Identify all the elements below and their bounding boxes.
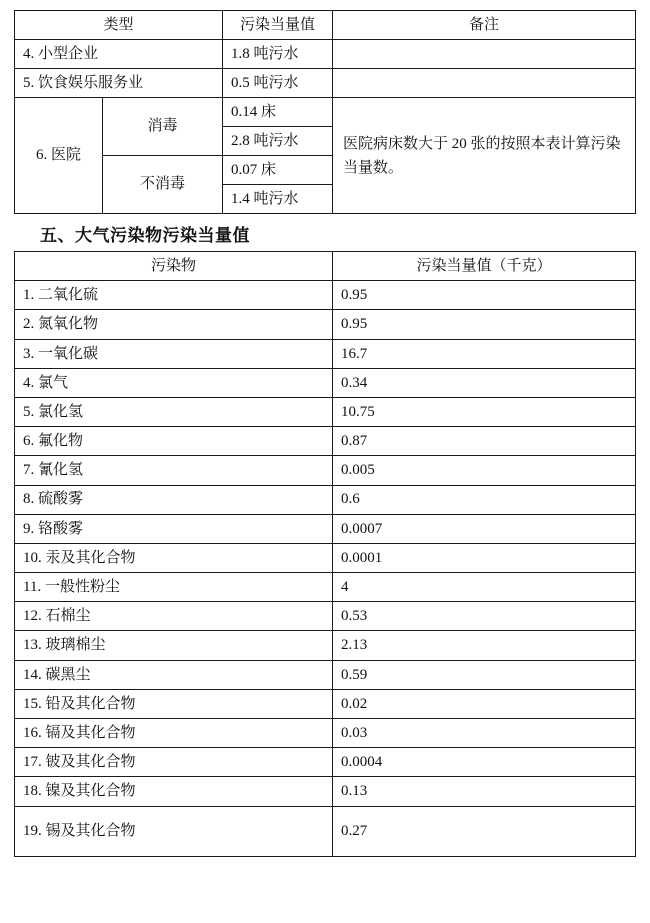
column-header-equivalent: 污染当量值（千克）: [333, 252, 636, 281]
pollutant-name: 2. 氮氧化物: [15, 310, 333, 339]
row-type-hospital: 6. 医院: [15, 98, 103, 214]
column-header-note: 备注: [333, 11, 636, 40]
pollutant-value: 0.34: [333, 368, 636, 397]
pollutant-name: 19. 锡及其化合物: [15, 806, 333, 856]
air-pollutant-equivalent-table: [14, 251, 636, 857]
table-row: [15, 339, 636, 368]
table-row: [15, 689, 636, 718]
table-row: [15, 485, 636, 514]
pollutant-name: 5. 氯化氢: [15, 397, 333, 426]
table-row: [15, 427, 636, 456]
table-header-row: [15, 252, 636, 281]
table-row: [15, 631, 636, 660]
table-row: [15, 719, 636, 748]
table-row: [15, 777, 636, 806]
pollutant-name: 7. 氰化氢: [15, 456, 333, 485]
pollutant-name: 4. 氯气: [15, 368, 333, 397]
row-subtype-no-disinfect: 不消毒: [103, 156, 223, 214]
pollutant-name: 1. 二氧化硫: [15, 281, 333, 310]
table-row: [15, 397, 636, 426]
pollutant-value: 0.02: [333, 689, 636, 718]
table-row: [15, 806, 636, 856]
pollutant-name: 6. 氟化物: [15, 427, 333, 456]
pollutant-name: 10. 汞及其化合物: [15, 543, 333, 572]
pollutant-name: 14. 碳黑尘: [15, 660, 333, 689]
pollutant-name: 12. 石棉尘: [15, 602, 333, 631]
table-row: [15, 69, 636, 98]
pollutant-name: 13. 玻璃棉尘: [15, 631, 333, 660]
row-subtype-disinfect: 消毒: [103, 98, 223, 156]
table-row: [15, 368, 636, 397]
table-row: [15, 310, 636, 339]
table-row: [15, 573, 636, 602]
pollutant-name: 15. 铅及其化合物: [15, 689, 333, 718]
row-note-hospital: 医院病床数大于 20 张的按照本表计算污染当量数。: [333, 98, 636, 214]
column-header-type: 类型: [15, 11, 223, 40]
table-row: [15, 602, 636, 631]
column-header-pollutant: 污染物: [15, 252, 333, 281]
table-row: [15, 514, 636, 543]
pollutant-name: 18. 镍及其化合物: [15, 777, 333, 806]
column-header-value: 污染当量值: [223, 11, 333, 40]
row-value: 1.8 吨污水: [223, 40, 333, 69]
row-type-catering-entertainment: 5. 饮食娱乐服务业: [15, 69, 223, 98]
row-note: [333, 69, 636, 98]
table-row: [15, 281, 636, 310]
pollutant-value: 0.95: [333, 310, 636, 339]
pollutant-name: 11. 一般性粉尘: [15, 573, 333, 602]
table-row: [15, 40, 636, 69]
pollutant-value: 0.0004: [333, 748, 636, 777]
pollutant-name: 17. 铍及其化合物: [15, 748, 333, 777]
pollutant-value: 0.95: [333, 281, 636, 310]
pollutant-value: 0.03: [333, 719, 636, 748]
pollutant-value: 0.0001: [333, 543, 636, 572]
pollutant-value: 0.59: [333, 660, 636, 689]
table-row: [15, 543, 636, 572]
pollutant-name: 9. 铬酸雾: [15, 514, 333, 543]
sewage-equivalent-table: [14, 10, 636, 214]
table-row: [15, 98, 636, 127]
pollutant-value: 0.6: [333, 485, 636, 514]
row-value: 0.07 床: [223, 156, 333, 185]
section-heading: 五、大气污染物污染当量值: [40, 226, 250, 245]
row-type-small-enterprise: 4. 小型企业: [15, 40, 223, 69]
pollutant-name: 8. 硫酸雾: [15, 485, 333, 514]
pollutant-name: 3. 一氧化碳: [15, 339, 333, 368]
pollutant-value: 10.75: [333, 397, 636, 426]
row-note: [333, 40, 636, 69]
pollutant-value: 2.13: [333, 631, 636, 660]
table-header-row: [15, 11, 636, 40]
pollutant-value: 0.005: [333, 456, 636, 485]
table-row: [15, 748, 636, 777]
pollutant-value: 4: [333, 573, 636, 602]
row-value: 0.5 吨污水: [223, 69, 333, 98]
pollutant-value: 0.87: [333, 427, 636, 456]
pollutant-name: 16. 镉及其化合物: [15, 719, 333, 748]
pollutant-value: 16.7: [333, 339, 636, 368]
row-value: 2.8 吨污水: [223, 127, 333, 156]
pollutant-value: 0.0007: [333, 514, 636, 543]
pollutant-value: 0.13: [333, 777, 636, 806]
pollutant-value: 0.27: [333, 806, 636, 856]
pollutant-value: 0.53: [333, 602, 636, 631]
table-row: [15, 660, 636, 689]
table-row: [15, 456, 636, 485]
row-value: 0.14 床: [223, 98, 333, 127]
row-value: 1.4 吨污水: [223, 185, 333, 214]
